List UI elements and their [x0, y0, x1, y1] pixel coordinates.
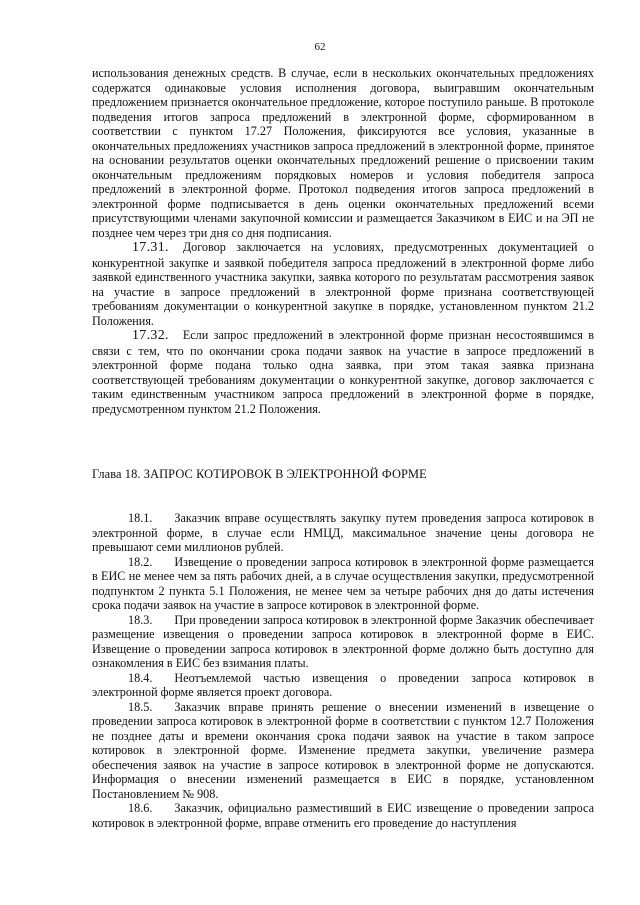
- paragraph-18-4: [92, 671, 594, 700]
- clause-text: Если запрос предложений в электронной форме признан несостоявшимся в связи с тем, что по окончании срока подачи заявок на участие в запросе предложений в электронной форме подана только одна заявка, при этом такая заявка признана соответствующей требованиям документации о конкурентной закупке, договор заключается с таким единственным участником запроса предложений в электронной форме в порядке, предусмотренном пунктом 21.2 Положения.: [92, 328, 594, 416]
- clause-number: 17.32.: [132, 328, 169, 343]
- paragraph-17-30-continuation: использования денежных средств. В случае, если в нескольких окончательных предложениях содержатся одинаковые условия исполнения договора, выигравшим окончательным предложением признается окончательное предложение, которое поступило раньше. В протоколе подведения итогов запроса предложений в электронной форме, сформированном в соответствии с пунктом 17.27 Положения, фиксируются все условия, указанные в окончательных предложениях участников запроса предложений в электронной форме, принятое на основании результатов оценки окончательных предложений решение о присвоении таким окончательным предложениям порядковых номеров и условия победителя запроса предложений в электронной форме. Протокол подведения итогов запроса предложений в электронной форме подписывается в день оценки окончательных предложений всеми присутствующими членами закупочной комиссии и размещается Заказчиком в ЕИС и на ЭП не позднее чем через три дня со дня подписания.: [92, 66, 594, 240]
- paragraph-18-5: [92, 700, 594, 802]
- clause-number: 18.2.: [128, 554, 153, 569]
- clause-number: 18.6.: [128, 801, 153, 815]
- clause-text: Извещение о проведении запроса котировок в электронной форме размещается в ЕИС не менее чем за пять рабочих дней, а в случае осуществления закупки, предусмотренной подпунктом 2 пункта 5.1 Положения, не менее чем за четыре рабочих дня до даты истечения срока подачи заявок на участие в запросе котировок в электронной форме.: [92, 554, 594, 612]
- paragraph-18-1: [92, 511, 594, 555]
- clause-text: Неотъемлемой частью извещения о проведении запроса котировок в электронной форме является проект договора.: [92, 670, 594, 699]
- clause-number: 18.5.: [128, 699, 153, 714]
- clause-text: Заказчик вправе осуществлять закупку путем проведения запроса котировок в электронной форме, в случае если НМЦД, максимальное значение цены договора не превышают семи миллионов рублей.: [92, 511, 594, 554]
- paragraph-18-2: [92, 555, 594, 613]
- clause-text: Заказчик, официально разместивший в ЕИС извещение о проведении запроса котировок в электронной форме, вправе отменить его проведение до наступления: [92, 801, 594, 830]
- paragraph-17-32: [92, 328, 594, 416]
- chapter-heading: Глава 18. ЗАПРОС КОТИРОВОК В ЭЛЕКТРОННОЙ ФОРМЕ: [92, 467, 427, 481]
- page-number: 62: [314, 41, 326, 53]
- paragraph-18-6: [92, 801, 594, 830]
- chapter-18-body: [92, 511, 594, 830]
- clause-number: 18.3.: [128, 612, 153, 627]
- paragraph-17-31: [92, 240, 594, 328]
- clause-number: 18.4.: [128, 670, 153, 685]
- paragraph-18-3: [92, 613, 594, 671]
- clause-number: 17.31.: [132, 240, 169, 255]
- clause-text: Заказчик вправе принять решение о внесении изменений в извещение о проведении запроса котировок в электронной форме в соответствии с пунктом 12.7 Положения не позднее даты и времени окончания срока подачи заявок на участие в таком запросе котировок в электронной форме. Изменение предмета закупки, увеличение размера обеспечения заявок на участие в запросе котировок в электронной форме не допускаются. Информация о внесении изменений размещается в ЕИС в порядке, установленном Постановлением № 908.: [92, 699, 594, 801]
- clause-text: При проведении запроса котировок в электронной форме Заказчик обеспечивает размещение извещения о проведении запроса котировок в электронной форме в ЕИС. Извещение о проведении запроса котировок в электронной форме должно быть доступно для ознакомления в ЕИС без взимания платы.: [92, 612, 594, 670]
- clause-text: Договор заключается на условиях, предусмотренных документацией о конкурентной закупке и заявкой победителя запроса предложений в электронной форме либо заявкой единственного участника закупки, заявка которого по результатам рассмотрения заявок на участие в запросе предложений в электронной форме признана соответствующей требованиям документации о конкурентной закупке в порядке, установленном пунктом 21.2 Положения.: [92, 240, 594, 328]
- section-17-continuation: [92, 66, 594, 416]
- clause-number: 18.1.: [128, 511, 153, 525]
